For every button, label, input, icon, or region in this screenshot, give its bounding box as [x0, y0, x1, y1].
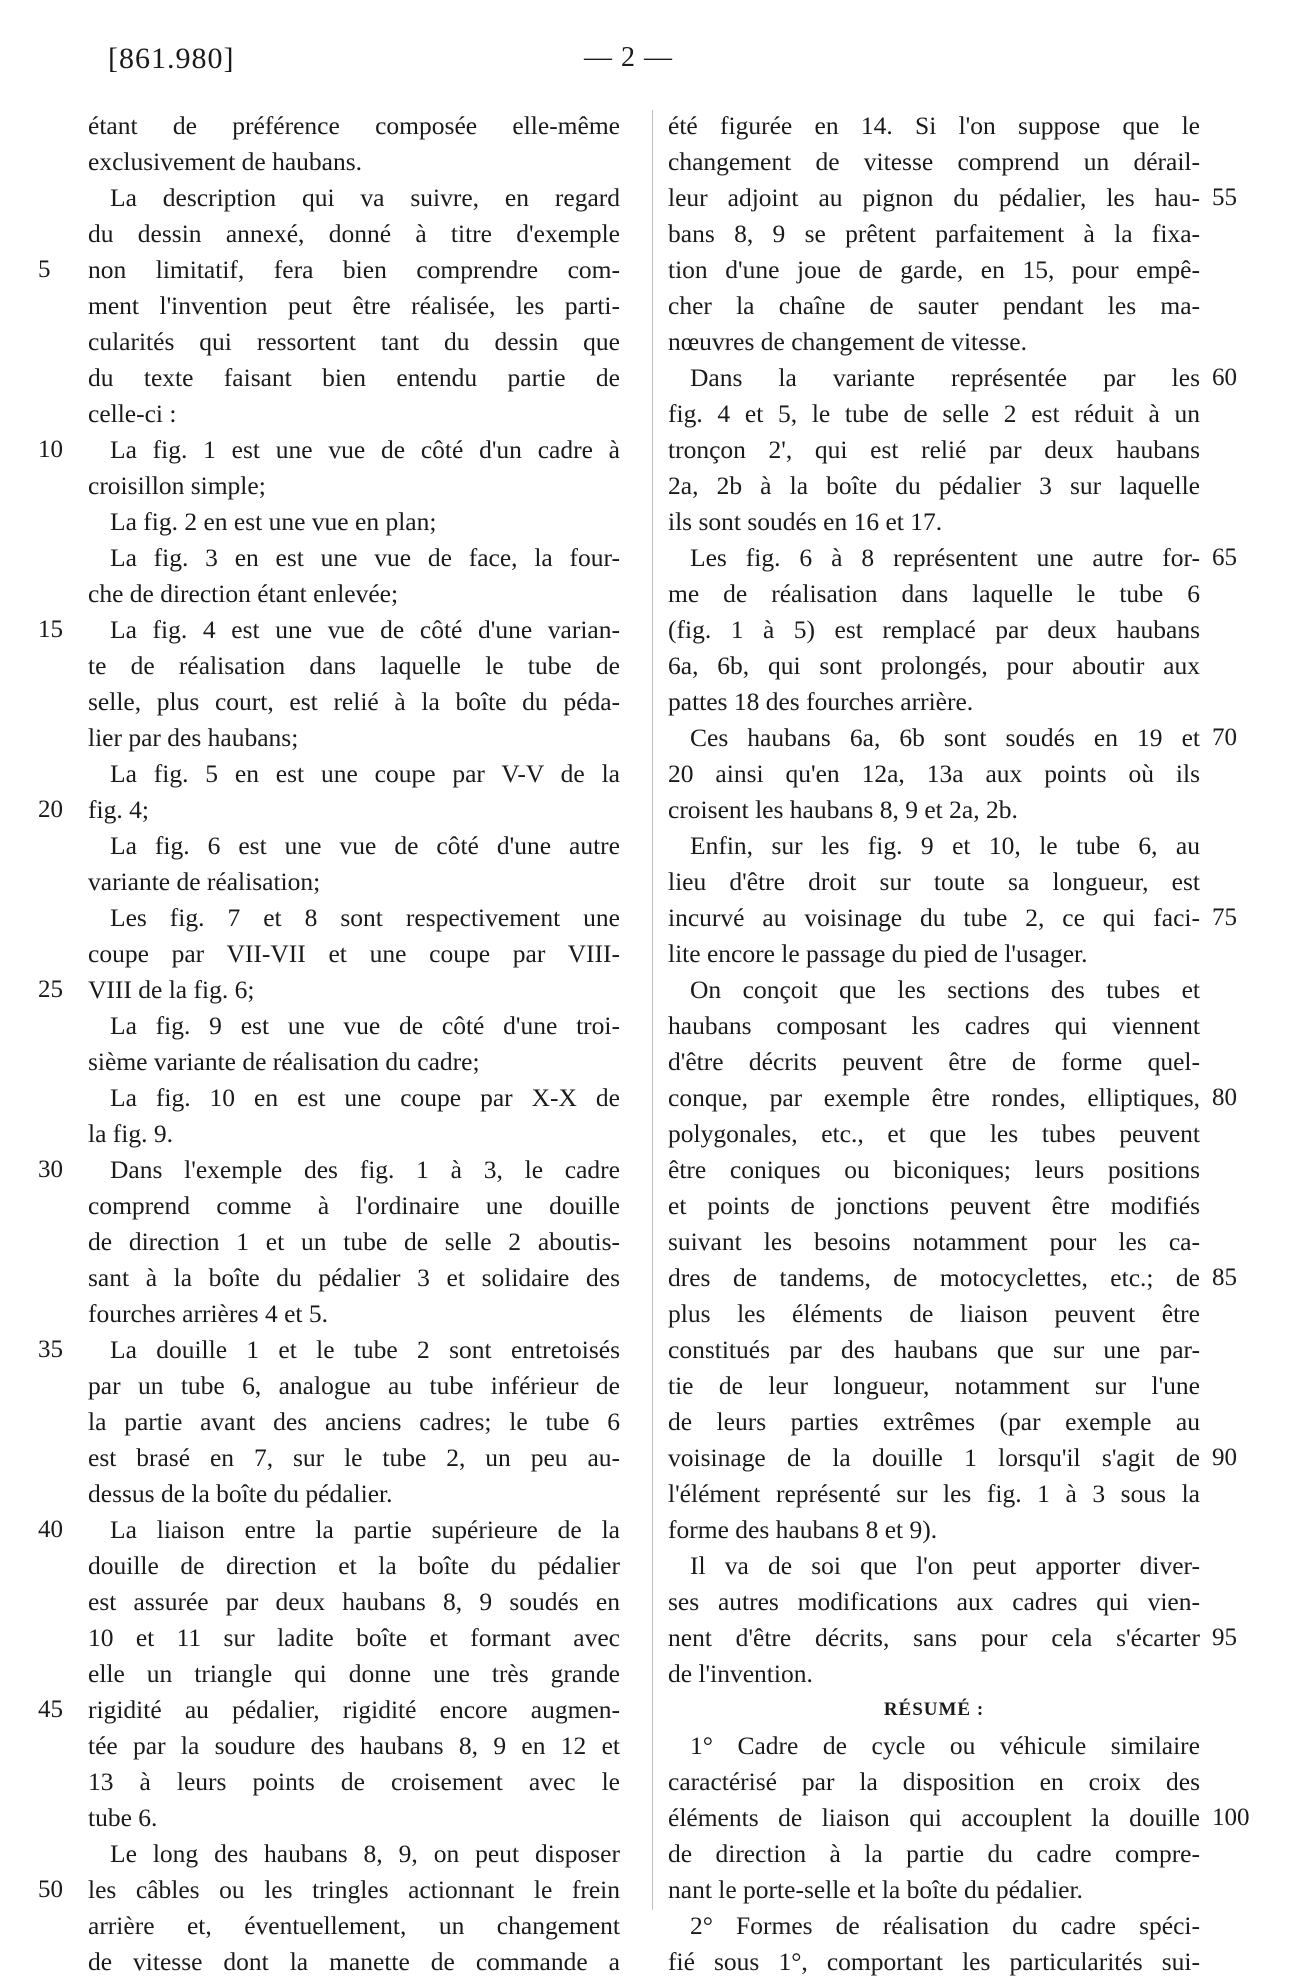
text-line: fié sous 1°, comportant les particularités sui-	[668, 1947, 1200, 1976]
text-line: cher la chaîne de sauter pendant les ma-	[668, 291, 1200, 320]
text-line: elle un triangle qui donne une très grande	[88, 1659, 620, 1688]
line-number: 100	[1212, 1804, 1250, 1831]
text-line: été figurée en 14. Si l'on suppose que le	[668, 111, 1200, 140]
line-number: 70	[1212, 724, 1237, 751]
text-line: Les fig. 7 et 8 sont respectivement une	[110, 903, 620, 932]
text-line: leur adjoint au pignon du pédalier, les hau-	[668, 183, 1200, 212]
text-line: pattes 18 des fourches arrière.	[668, 687, 974, 716]
text-line: La liaison entre la partie supérieure de la	[110, 1515, 620, 1544]
text-line: changement de vitesse comprend un dérail-	[668, 147, 1200, 176]
line-number: 20	[38, 796, 63, 823]
text-line: de vitesse dont la manette de commande a	[88, 1947, 620, 1976]
text-line: de leurs parties extrêmes (par exemple au	[668, 1407, 1200, 1436]
text-line: de direction à la partie du cadre compre-	[668, 1839, 1200, 1868]
text-line: dessus de la boîte du pédalier.	[88, 1479, 393, 1508]
text-line: exclusivement de haubans.	[88, 147, 363, 176]
text-line: 10 et 11 sur ladite boîte et formant avec	[88, 1623, 620, 1652]
text-line: celle-ci :	[88, 399, 177, 428]
text-line: constitués par des haubans que sur une par-	[668, 1335, 1200, 1364]
text-line: tronçon 2', qui est relié par deux haubans	[668, 435, 1200, 464]
text-line: fig. 4;	[88, 795, 149, 824]
line-number: 40	[38, 1516, 63, 1543]
text-line: cularités qui ressortent tant du dessin que	[88, 327, 620, 356]
line-number: 5	[38, 256, 51, 283]
text-line: tion d'une joue de garde, en 15, pour empê-	[668, 255, 1200, 284]
text-line: 13 à leurs points de croisement avec le	[88, 1767, 620, 1796]
line-number: 10	[38, 436, 63, 463]
text-line: la fig. 9.	[88, 1119, 173, 1148]
line-number: 60	[1212, 364, 1237, 391]
text-line: nœuvres de changement de vitesse.	[668, 327, 1028, 356]
text-line: nent d'être décrits, sans pour cela s'écarter	[668, 1623, 1200, 1652]
text-line: éléments de liaison qui accouplent la douille	[668, 1803, 1200, 1832]
text-line: de direction 1 et un tube de selle 2 aboutis-	[88, 1227, 620, 1256]
line-number: 65	[1212, 544, 1237, 571]
text-line: ses autres modifications aux cadres qui vien-	[668, 1587, 1200, 1616]
text-line: Ces haubans 6a, 6b sont soudés en 19 et	[690, 723, 1200, 752]
text-line: suivant les besoins notamment pour les ca-	[668, 1227, 1200, 1256]
line-number: 85	[1212, 1264, 1237, 1291]
line-number: 45	[38, 1696, 63, 1723]
patent-number: [861.980]	[108, 42, 235, 75]
text-line: Il va de soi que l'on peut apporter diver-	[690, 1551, 1200, 1580]
column-divider	[652, 110, 653, 1910]
text-line: caractérisé par la disposition en croix des	[668, 1767, 1200, 1796]
line-number: 55	[1212, 184, 1237, 211]
text-line: VIII de la fig. 6;	[88, 975, 255, 1004]
line-number: 75	[1212, 904, 1237, 931]
text-line: 2a, 2b à la boîte du pédalier 3 sur laquelle	[668, 471, 1200, 500]
text-line: lier par des haubans;	[88, 723, 299, 752]
line-number: 90	[1212, 1444, 1237, 1471]
text-line: est brasé en 7, sur le tube 2, un peu au-	[88, 1443, 620, 1472]
text-line: étant de préférence composée elle-même	[88, 111, 620, 140]
text-line: lieu d'être droit sur toute sa longueur, est	[668, 867, 1200, 896]
text-line: 6a, 6b, qui sont prolongés, pour aboutir aux	[668, 651, 1200, 680]
text-line: La fig. 4 est une vue de côté d'une varian-	[110, 615, 620, 644]
line-number: 25	[38, 976, 63, 1003]
text-line: lite encore le passage du pied de l'usager.	[668, 939, 1088, 968]
text-line: plus les éléments de liaison peuvent être	[668, 1299, 1200, 1328]
text-line: du texte faisant bien entendu partie de	[88, 363, 620, 392]
line-number: 80	[1212, 1084, 1237, 1111]
text-line: ment l'invention peut être réalisée, les parti-	[88, 291, 620, 320]
text-line: la partie avant des anciens cadres; le tube 6	[88, 1407, 620, 1436]
text-line: fourches arrières 4 et 5.	[88, 1299, 329, 1328]
text-line: Les fig. 6 à 8 représentent une autre for-	[690, 543, 1200, 572]
text-line: (fig. 1 à 5) est remplacé par deux haubans	[668, 615, 1200, 644]
text-line: 2° Formes de réalisation du cadre spéci-	[690, 1911, 1200, 1940]
text-line: haubans composant les cadres qui viennent	[668, 1011, 1200, 1040]
text-line: être coniques ou biconiques; leurs positions	[668, 1155, 1200, 1184]
text-line: On conçoit que les sections des tubes et	[690, 975, 1200, 1004]
text-line: che de direction étant enlevée;	[88, 579, 399, 608]
line-number: 95	[1212, 1624, 1237, 1651]
text-line: l'élément représenté sur les fig. 1 à 3 sous la	[668, 1479, 1200, 1508]
text-line: La fig. 2 en est une vue en plan;	[110, 507, 437, 536]
resume-heading: RÉSUMÉ :	[883, 1699, 985, 1720]
text-line: croisent les haubans 8, 9 et 2a, 2b.	[668, 795, 1018, 824]
text-line: arrière et, éventuellement, un changement	[88, 1911, 620, 1940]
text-line: conque, par exemple être rondes, elliptiques,	[668, 1083, 1200, 1112]
text-line: te de réalisation dans laquelle le tube de	[88, 651, 620, 680]
text-line: La description qui va suivre, en regard	[110, 183, 620, 212]
text-line: La fig. 10 en est une coupe par X-X de	[110, 1083, 620, 1112]
text-line: fig. 4 et 5, le tube de selle 2 est réduit à un	[668, 399, 1200, 428]
line-number: 35	[38, 1336, 63, 1363]
text-line: polygonales, etc., et que les tubes peuvent	[668, 1119, 1200, 1148]
text-line: dres de tandems, de motocyclettes, etc.; de	[668, 1263, 1200, 1292]
text-line: bans 8, 9 se prêtent parfaitement à la fixa-	[668, 219, 1200, 248]
text-line: sième variante de réalisation du cadre;	[88, 1047, 480, 1076]
text-line: Enfin, sur les fig. 9 et 10, le tube 6, au	[690, 831, 1200, 860]
text-line: par un tube 6, analogue au tube inférieur de	[88, 1371, 620, 1400]
text-line: La fig. 3 en est une vue de face, la four-	[110, 543, 620, 572]
text-line: tube 6.	[88, 1803, 158, 1832]
line-number: 15	[38, 616, 63, 643]
text-line: douille de direction et la boîte du pédalier	[88, 1551, 620, 1580]
text-line: ils sont soudés en 16 et 17.	[668, 507, 943, 536]
line-number: 50	[38, 1876, 63, 1903]
text-line: comprend comme à l'ordinaire une douille	[88, 1191, 620, 1220]
text-line: variante de réalisation;	[88, 867, 321, 896]
text-line: de l'invention.	[668, 1659, 813, 1688]
text-line: croisillon simple;	[88, 471, 266, 500]
text-line: La douille 1 et le tube 2 sont entretoisés	[110, 1335, 620, 1364]
text-line: non limitatif, fera bien comprendre com-	[88, 255, 620, 284]
text-line: selle, plus court, est relié à la boîte du péda-	[88, 687, 620, 716]
text-line: La fig. 5 en est une coupe par V-V de la	[110, 759, 620, 788]
text-line: sant à la boîte du pédalier 3 et solidaire des	[88, 1263, 620, 1292]
text-line: incurvé au voisinage du tube 2, ce qui faci-	[668, 903, 1200, 932]
text-line: nant le porte-selle et la boîte du pédalier.	[668, 1875, 1083, 1904]
text-line: tée par la soudure des haubans 8, 9 en 12 et	[88, 1731, 620, 1760]
text-line: rigidité au pédalier, rigidité encore augmen-	[88, 1695, 620, 1724]
text-line: coupe par VII-VII et une coupe par VIII-	[88, 939, 620, 968]
text-line: Le long des haubans 8, 9, on peut disposer	[110, 1839, 620, 1868]
text-line: Dans la variante représentée par les	[690, 363, 1200, 392]
text-line: d'être décrits peuvent être de forme quel-	[668, 1047, 1200, 1076]
line-number: 30	[38, 1156, 63, 1183]
text-line: Dans l'exemple des fig. 1 à 3, le cadre	[110, 1155, 620, 1184]
text-line: est assurée par deux haubans 8, 9 soudés en	[88, 1587, 620, 1616]
text-line: et points de jonctions peuvent être modifiés	[668, 1191, 1200, 1220]
page-number: — 2 —	[584, 42, 673, 73]
text-line: voisinage de la douille 1 lorsqu'il s'agit de	[668, 1443, 1200, 1472]
text-line: La fig. 9 est une vue de côté d'une troi-	[110, 1011, 620, 1040]
text-line: les câbles ou les tringles actionnant le frein	[88, 1875, 620, 1904]
text-line: me de réalisation dans laquelle le tube 6	[668, 579, 1200, 608]
text-line: La fig. 6 est une vue de côté d'une autre	[110, 831, 620, 860]
text-line: 20 ainsi qu'en 12a, 13a aux points où ils	[668, 759, 1200, 788]
text-line: La fig. 1 est une vue de côté d'un cadre à	[110, 435, 620, 464]
text-line: forme des haubans 8 et 9).	[668, 1515, 938, 1544]
text-line: 1° Cadre de cycle ou véhicule similaire	[690, 1731, 1200, 1760]
text-line: tie de leur longueur, notamment sur l'une	[668, 1371, 1200, 1400]
text-line: du dessin annexé, donné à titre d'exemple	[88, 219, 620, 248]
